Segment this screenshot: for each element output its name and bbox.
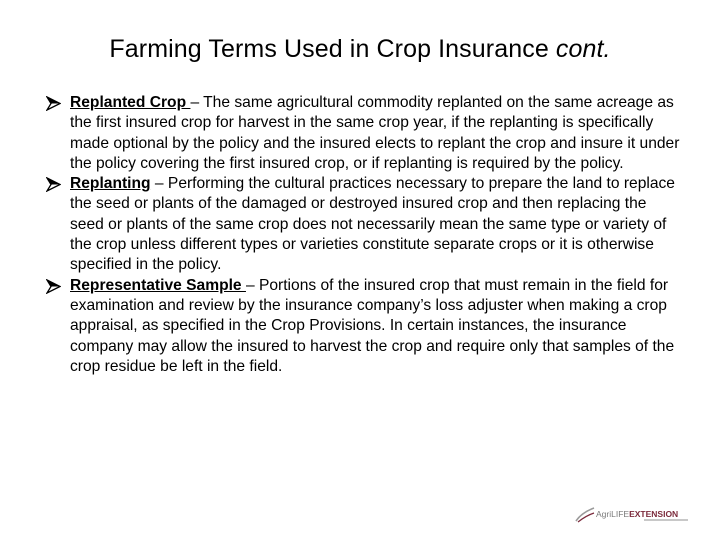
bullet-representative-sample	[46, 276, 682, 377]
logo-text-agrilife: AgriLIFE	[596, 509, 630, 519]
agrilife-extension-logo	[574, 503, 700, 525]
logo-underline	[644, 519, 688, 521]
term-representative-sample: Representative Sample	[70, 276, 246, 294]
logo-text	[596, 509, 678, 519]
term-replanting: Replanting	[70, 175, 151, 193]
definition-representative-sample: – Portions of the insured crop that must remain in the field for examination and review by the insurance company’s loss adjuster when making a crop appraisal, as specified in the Crop Provisions. In certain instances, the insurance company may allow the insured to harvest the crop and require only that samples of the crop residue be left in the field.	[70, 276, 675, 375]
definition-replanted-crop: – The same agricultural commodity replanted on the same acreage as the first insured crop for harvest in the same crop year, if the replanting is specifically made optional by the policy and the insured elects to replant the crop and insure it under the policy covering the first insured crop, or if replanting is required by the policy.	[70, 94, 680, 172]
definition-replanting: – Performing the cultural practices necessary to prepare the land to replace the seed or plants of the damaged or destroyed insured crop and then replacing the seed or plants of the same crop does not necessarily mean the same type or variety of the crop unless different types or varieties constitute separate crops or it is otherwise specified in the policy.	[70, 175, 675, 274]
bullet-replanted-crop	[46, 93, 682, 174]
arrow-bullet-icon	[46, 279, 61, 294]
bullet-replanting	[46, 174, 682, 275]
arrow-bullet-icon	[46, 177, 61, 192]
bullet-list	[46, 93, 682, 377]
logo-swoosh-icon	[574, 503, 596, 525]
term-replanted-crop: Replanted Crop	[70, 94, 191, 111]
title-cont: cont.	[555, 35, 611, 63]
slide-title	[0, 34, 720, 64]
arrow-bullet-icon	[46, 96, 61, 111]
title-main: Farming Terms Used in Crop Insurance	[109, 35, 556, 63]
logo-text-extension: EXTENSION	[629, 509, 679, 519]
